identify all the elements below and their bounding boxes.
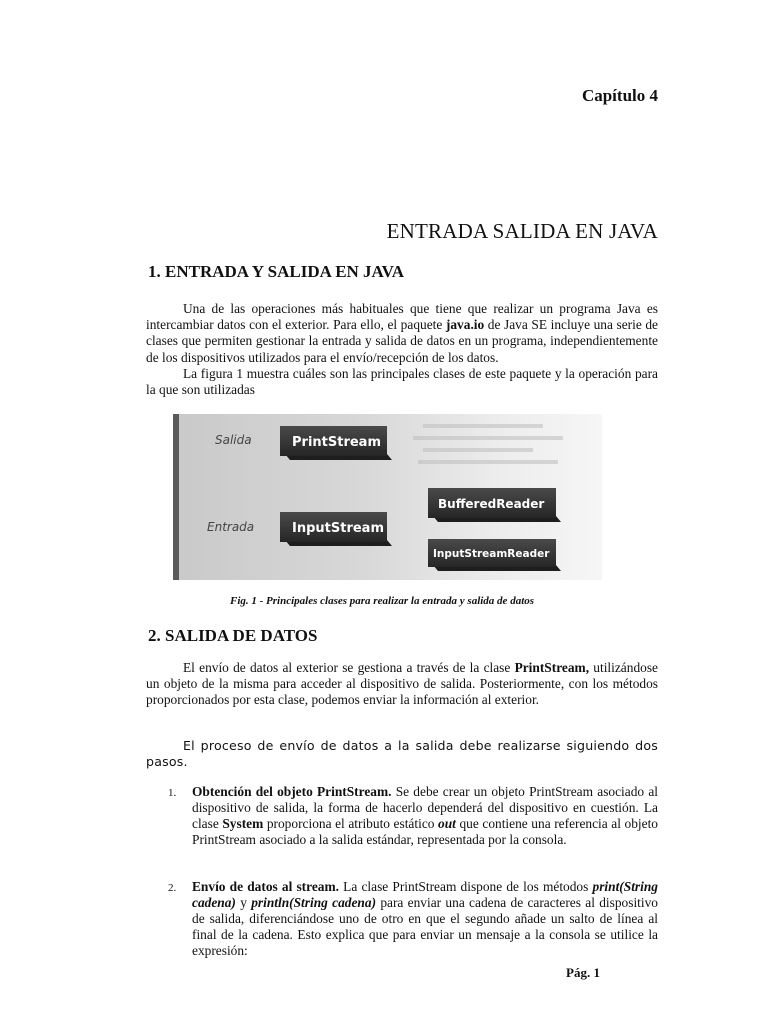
list-number: 1. xyxy=(168,787,177,799)
package-name: java.io xyxy=(445,317,485,333)
step-title: Obtención del objeto PrintStream. xyxy=(192,784,392,799)
figure-caption: Fig. 1 - Principales clases para realizar la entrada y salida de datos xyxy=(230,595,535,607)
list-item-1 xyxy=(168,784,658,848)
inputstreamreader-box-label: InputStreamReader xyxy=(433,548,550,560)
list-item-2 xyxy=(168,879,658,959)
printstream-box-label: PrintStream xyxy=(292,435,381,450)
section-1-paragraph-1 xyxy=(146,301,658,366)
section-1-body xyxy=(146,301,658,398)
step-text: y xyxy=(235,895,252,910)
method-name: println(String cadena) xyxy=(251,895,377,910)
printstream-box xyxy=(280,426,392,460)
step-title: Envío de datos al stream. xyxy=(192,879,339,894)
step-text: para enviar una cadena de caracteres al dispositivo de salida, diferenciándose uno de otro en que el segundo añade un salto de línea al final de la cadena. Esto explica que para enviar un mensaje a la consola se utilice la expresión: xyxy=(192,895,659,958)
list-item-text xyxy=(192,879,658,959)
entrada-label: Entrada xyxy=(207,520,255,534)
list-item-text xyxy=(192,784,658,848)
attribute-name: out xyxy=(438,816,456,831)
inputstream-box-label: InputStream xyxy=(292,521,384,536)
paragraph-text: utilizándose un objeto de la misma para acceder al dispositivo de salida. Posteriormente, con los métodos proporcionados por esta clase, podemos enviar la información al exterior. xyxy=(146,660,658,708)
section-2-heading: 2. SALIDA DE DATOS xyxy=(148,626,318,645)
inputstream-box xyxy=(280,512,392,546)
section-2-paragraph-1 xyxy=(146,660,658,709)
figure-diagram xyxy=(173,414,602,580)
bufferedreader-box-label: BufferedReader xyxy=(438,497,545,511)
step-text: proporciona el atributo estático xyxy=(263,816,439,831)
method-name: print(String cadena) xyxy=(192,879,658,910)
figure-io-classes xyxy=(173,414,602,580)
paragraph-text: de Java SE incluye una serie de clases que permiten gestionar la entrada y salida de datos en un programa, independientemente de los dispositivos utilizados para el envío/recepción de los datos. xyxy=(146,317,658,365)
section-2-paragraph-2 xyxy=(146,738,658,770)
salida-label: Salida xyxy=(215,433,252,447)
bufferedreader-box xyxy=(428,488,561,522)
paragraph-text: El proceso de envío de datos a la salida debe realizarse siguiendo dos pasos. xyxy=(146,738,658,770)
paragraph-text: El envío de datos al exterior se gestiona a través de la clase xyxy=(183,660,515,675)
step-text: La clase PrintStream dispone de los métodos xyxy=(339,879,593,894)
chapter-label: Capítulo 4 xyxy=(581,86,658,105)
list-number: 2. xyxy=(168,882,177,894)
step-text: Se debe crear un objeto PrintStream asociado al dispositivo de salida, la forma de hacerlo dependerá del dispositivo en cuestión. La clase xyxy=(192,784,658,831)
document-title: ENTRADA SALIDA EN JAVA xyxy=(386,219,658,243)
scan-edge xyxy=(173,414,179,580)
paragraph-text: Una de las operaciones más habituales que tiene que realizar un programa Java es intercambiar datos con el exterior. Para ello, el paquete xyxy=(146,301,658,333)
section-1-paragraph-2: La figura 1 muestra cuáles son las principales clases de este paquete y la operación para la que son utilizadas xyxy=(146,365,658,398)
step-text: que contiene una referencia al objeto PrintStream asociado a la salida estándar, representada por la consola. xyxy=(192,816,658,847)
class-name: PrintStream, xyxy=(514,660,590,675)
faded-background-text xyxy=(413,424,563,464)
section-1-heading: 1. ENTRADA Y SALIDA EN JAVA xyxy=(148,262,405,281)
page-number: Pág. 1 xyxy=(566,965,600,980)
inputstreamreader-box xyxy=(428,539,561,571)
class-name: System xyxy=(222,816,264,831)
